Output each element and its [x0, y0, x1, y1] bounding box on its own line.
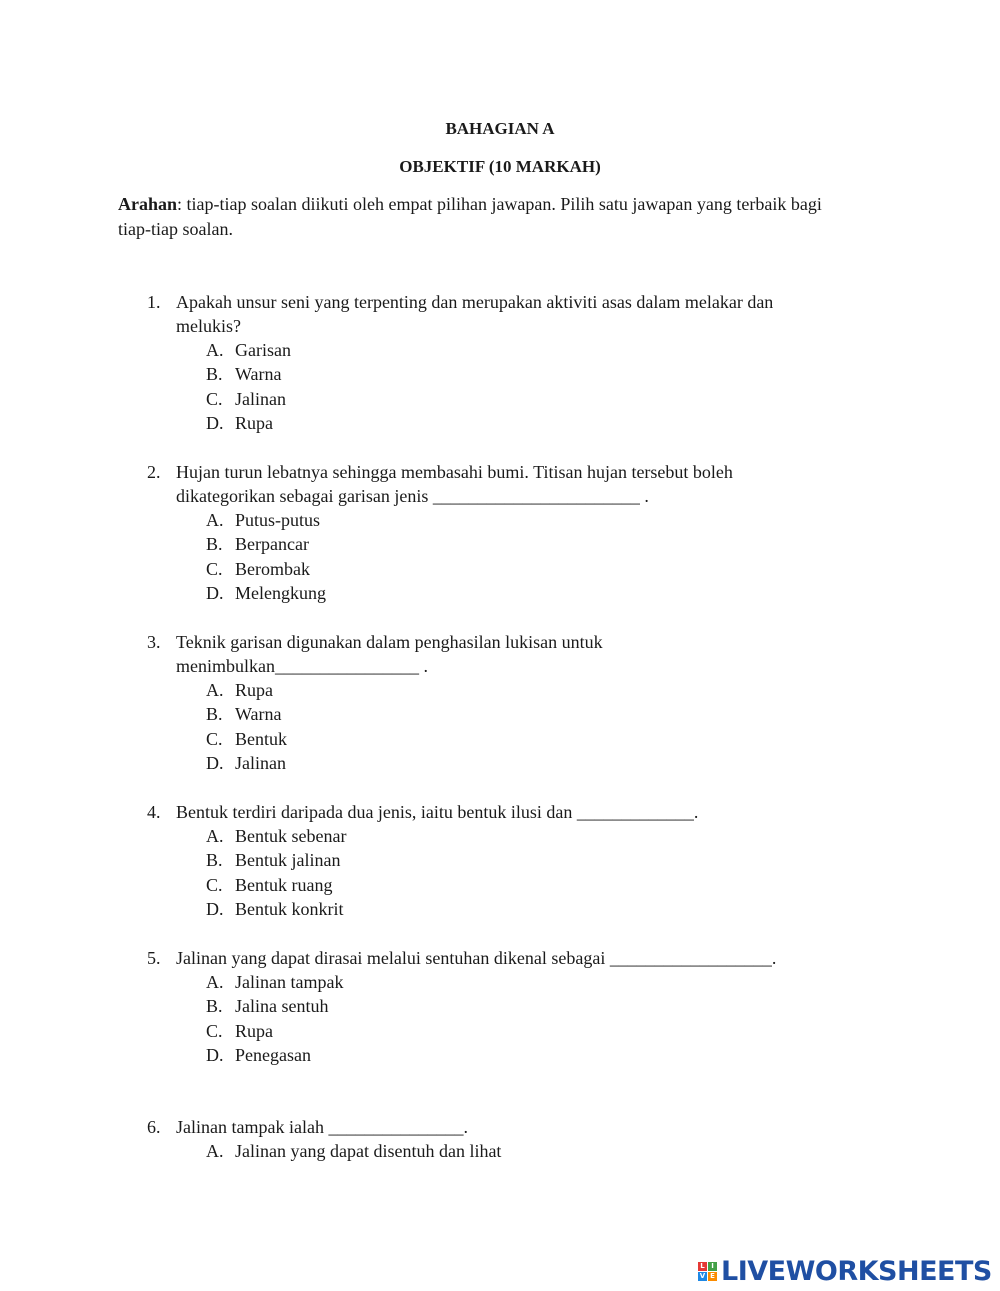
instructions — [118, 192, 858, 242]
option-text: Jalinan tampak — [235, 972, 344, 992]
option-letter: C. — [206, 728, 223, 749]
logo-block: L — [698, 1262, 707, 1271]
question-text: melukis? — [176, 316, 241, 336]
option-text: Bentuk — [235, 728, 287, 749]
option-letter: A. — [206, 510, 224, 530]
option-text: Rupa — [235, 412, 273, 433]
question-number: 3. — [147, 632, 161, 652]
question-text: Teknik garisan digunakan dalam penghasilan lukisan untuk — [176, 632, 603, 652]
question-text: Jalinan yang dapat dirasai melalui sentuhan dikenal sebagai __________________. — [176, 948, 777, 968]
question-number: 2. — [147, 462, 161, 482]
option-text: Bentuk konkrit — [235, 898, 344, 919]
option-letter: D. — [206, 898, 224, 919]
option-letter: D. — [206, 1044, 224, 1065]
question-text: Bentuk terdiri daripada dua jenis, iaitu bentuk ilusi dan _____________. — [176, 802, 699, 822]
logo-text: LIVEWORKSHEETS — [721, 1255, 992, 1287]
option-text: Warna — [235, 704, 282, 725]
question-text: Apakah unsur seni yang terpenting dan merupakan aktiviti asas dalam melakar dan — [176, 292, 774, 312]
option-letter: A. — [206, 340, 224, 360]
question-text: Hujan turun lebatnya sehingga membasahi bumi. Titisan hujan tersebut boleh — [176, 462, 733, 482]
question-text: Jalinan tampak ialah _______________. — [176, 1117, 468, 1137]
option-text: Melengkung — [235, 582, 326, 603]
section-subtitle: OBJEKTIF (10 MARKAH) — [399, 157, 601, 176]
option-text: Putus-putus — [235, 510, 321, 530]
question-number: 4. — [147, 802, 161, 822]
option-letter: A. — [206, 1141, 224, 1161]
instructions-text: : tiap-tiap soalan diikuti oleh empat pilihan jawapan. Pilih satu jawapan yang terbaik bagi tiap-tiap soalan. — [118, 194, 822, 239]
question-number: 1. — [147, 292, 161, 312]
option-letter: B. — [206, 850, 223, 871]
option-text: Penegasan — [235, 1044, 311, 1065]
option-letter: C. — [206, 388, 223, 409]
section-title: BAHAGIAN A — [445, 119, 555, 138]
option-letter: D. — [206, 752, 224, 773]
option-text: Jalinan — [235, 388, 286, 409]
question-number: 6. — [147, 1117, 161, 1137]
option-text: Berombak — [235, 558, 310, 579]
logo-block: V — [699, 1271, 706, 1280]
question-text: menimbulkan________________ . — [176, 656, 428, 676]
option-text: Rupa — [235, 1020, 273, 1041]
option-text: Bentuk ruang — [235, 874, 333, 895]
option-text: Garisan — [235, 340, 291, 360]
option-text: Jalina sentuh — [235, 996, 329, 1017]
option-text: Jalinan yang dapat disentuh dan lihat — [235, 1141, 502, 1161]
logo-blocks-icon — [698, 1262, 717, 1281]
option-text: Berpancar — [235, 534, 309, 555]
question-text: dikategorikan sebagai garisan jenis _______________________ . — [176, 486, 649, 506]
logo-block: I — [708, 1262, 717, 1271]
option-letter: A. — [206, 680, 224, 700]
option-letter: C. — [206, 874, 223, 895]
option-text: Rupa — [235, 680, 273, 700]
logo-block: E — [708, 1272, 717, 1281]
instructions-label: Arahan — [118, 194, 178, 214]
option-text: Bentuk jalinan — [235, 850, 341, 871]
option-letter: B. — [206, 704, 223, 725]
option-letter: B. — [206, 364, 223, 385]
liveworksheets-logo — [698, 1256, 992, 1286]
option-text: Jalinan — [235, 752, 286, 773]
question-number: 5. — [147, 948, 161, 968]
option-letter: B. — [206, 996, 223, 1017]
option-letter: C. — [206, 1020, 223, 1041]
option-letter: D. — [206, 582, 224, 603]
option-letter: A. — [206, 972, 224, 992]
option-letter: B. — [206, 534, 223, 555]
option-text: Warna — [235, 364, 282, 385]
option-letter: A. — [206, 826, 224, 846]
option-letter: D. — [206, 412, 224, 433]
option-letter: C. — [206, 558, 223, 579]
option-text: Bentuk sebenar — [235, 826, 347, 846]
